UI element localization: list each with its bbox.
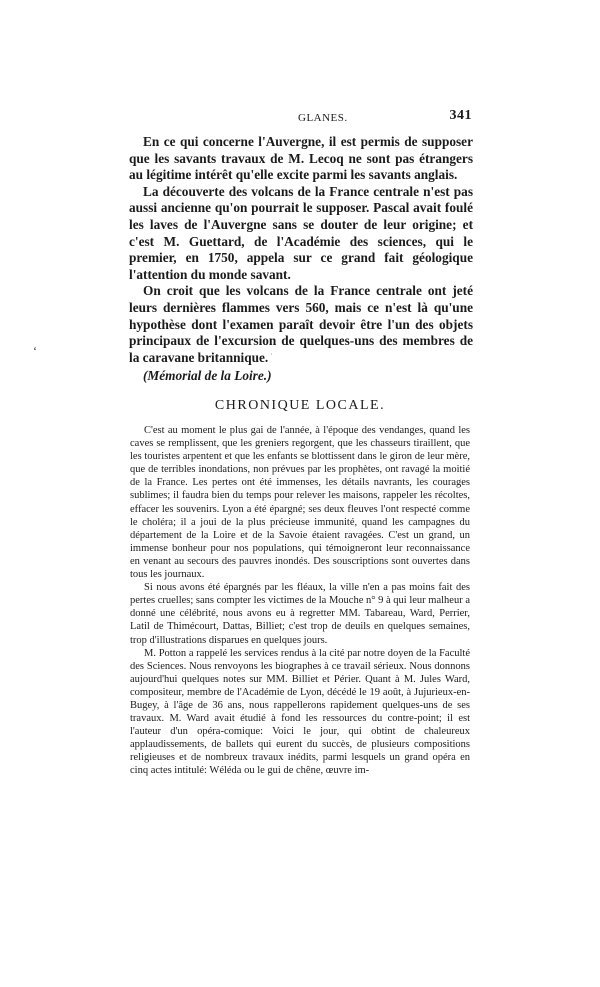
- chronique-paragraph: M. Potton a rappelé les services rendus à la cité par notre doyen de la Faculté des Sciences. Nous renvoyons les biographes à ce travail sérieux. Nous donnons aujourd'hui quelques notes sur MM. Billiet et Périer. Quant à M. Jules Ward, compositeur, membre de l'Académie de Lyon, décédé le 19 août, à Jujurieux-en-Bugey, à l'âge de 36 ans, nous rappellerons rapidement quelques-uns de ses travaux. M. Ward avait étudié à fond les ressources du contre-point; il est l'auteur d'un opéra-comique: Voici le jour, qui obtint de chaleureux applaudissements, de ballets qui eurent du succès, de plusieurs compositions religieuses et de nombreux travaux inédits, parmi lesquels un grand opéra en cinq actes intitulé: Wéléda ou le gui de chêne, œuvre im-: [130, 647, 470, 777]
- margin-mark: ‘: [33, 344, 37, 358]
- chronique-paragraph: C'est au moment le plus gai de l'année, à l'époque des vendanges, quand les caves se remplissent, que les greniers regorgent, que les chasseurs tiraillent, que les touristes arpentent et que les enfants se blottissent dans le giron de leur mère, que de terribles inondations, non prévues par les prophètes, ont ravagé la moitié de la France. Les pertes ont été immenses, les détails navrants, les courages sublimes; il faudra bien du temps pour relever les maisons, rappeler les récoltes, effacer les souvenirs. Lyon a été épargné; ses deux fleuves l'ont respecté comme le choléra; il a joui de la plus précieuse immunité, quand les campagnes du département de la Loire et de la Savoie étaient ravagées. C'est un grand, un immense bonheur pour nos populations, qui témoigneront leur reconnaissance en venant au secours des pauvres inondés. Des souscriptions sont ouvertes dans tous les journaux.: [130, 425, 470, 581]
- running-title: GLANES.: [298, 112, 348, 124]
- glanes-paragraph: On croit que les volcans de la France centrale ont jeté leurs dernières flammes vers 560, mais ce n'est là qu'une hypothèse dont l'examen paraît devoir être l'un des objets principaux de l'excursion de quelques-uns des membres de la caravane britannique.: [129, 283, 473, 365]
- source-citation: (Mémorial de la Loire.): [143, 368, 272, 384]
- glanes-text: [129, 134, 473, 385]
- glanes-paragraph: En ce qui concerne l'Auvergne, il est permis de supposer que les savants travaux de M. Lecoq ne sont pas étrangers au légitime intérêt qu'elle excite parmi les savants anglais.: [129, 134, 473, 183]
- glanes-paragraph: La découverte des volcans de la France centrale n'est pas aussi ancienne qu'on pourrait le supposer. Pascal avait foulé les laves de l'Auvergne sans se douter de leur origine; et c'est M. Guettard, de l'Académie des sciences, qui le premier, en 1750, appela sur ce grand fait géologique l'attention du monde savant.: [129, 183, 473, 282]
- section-title: CHRONIQUE LOCALE.: [214, 398, 386, 413]
- running-head: [128, 108, 472, 128]
- chronique-text: [130, 424, 470, 778]
- page-number: 341: [449, 108, 472, 123]
- ink-dot: ·: [270, 350, 273, 359]
- chronique-paragraph: Si nous avons été épargnés par les fléaux, la ville n'en a pas moins fait des pertes cruelles; sans compter les victimes de la Mouche n° 9 à qui leur malheur a donné une célébrité, nous avons eu à regretter MM. Tabareau, Ward, Perrier, Latil de Thimécourt, Dattas, Billiet; c'est trop de deuils en quelques semaines, trop d'illustrations disparues en quelques jours.: [130, 582, 470, 646]
